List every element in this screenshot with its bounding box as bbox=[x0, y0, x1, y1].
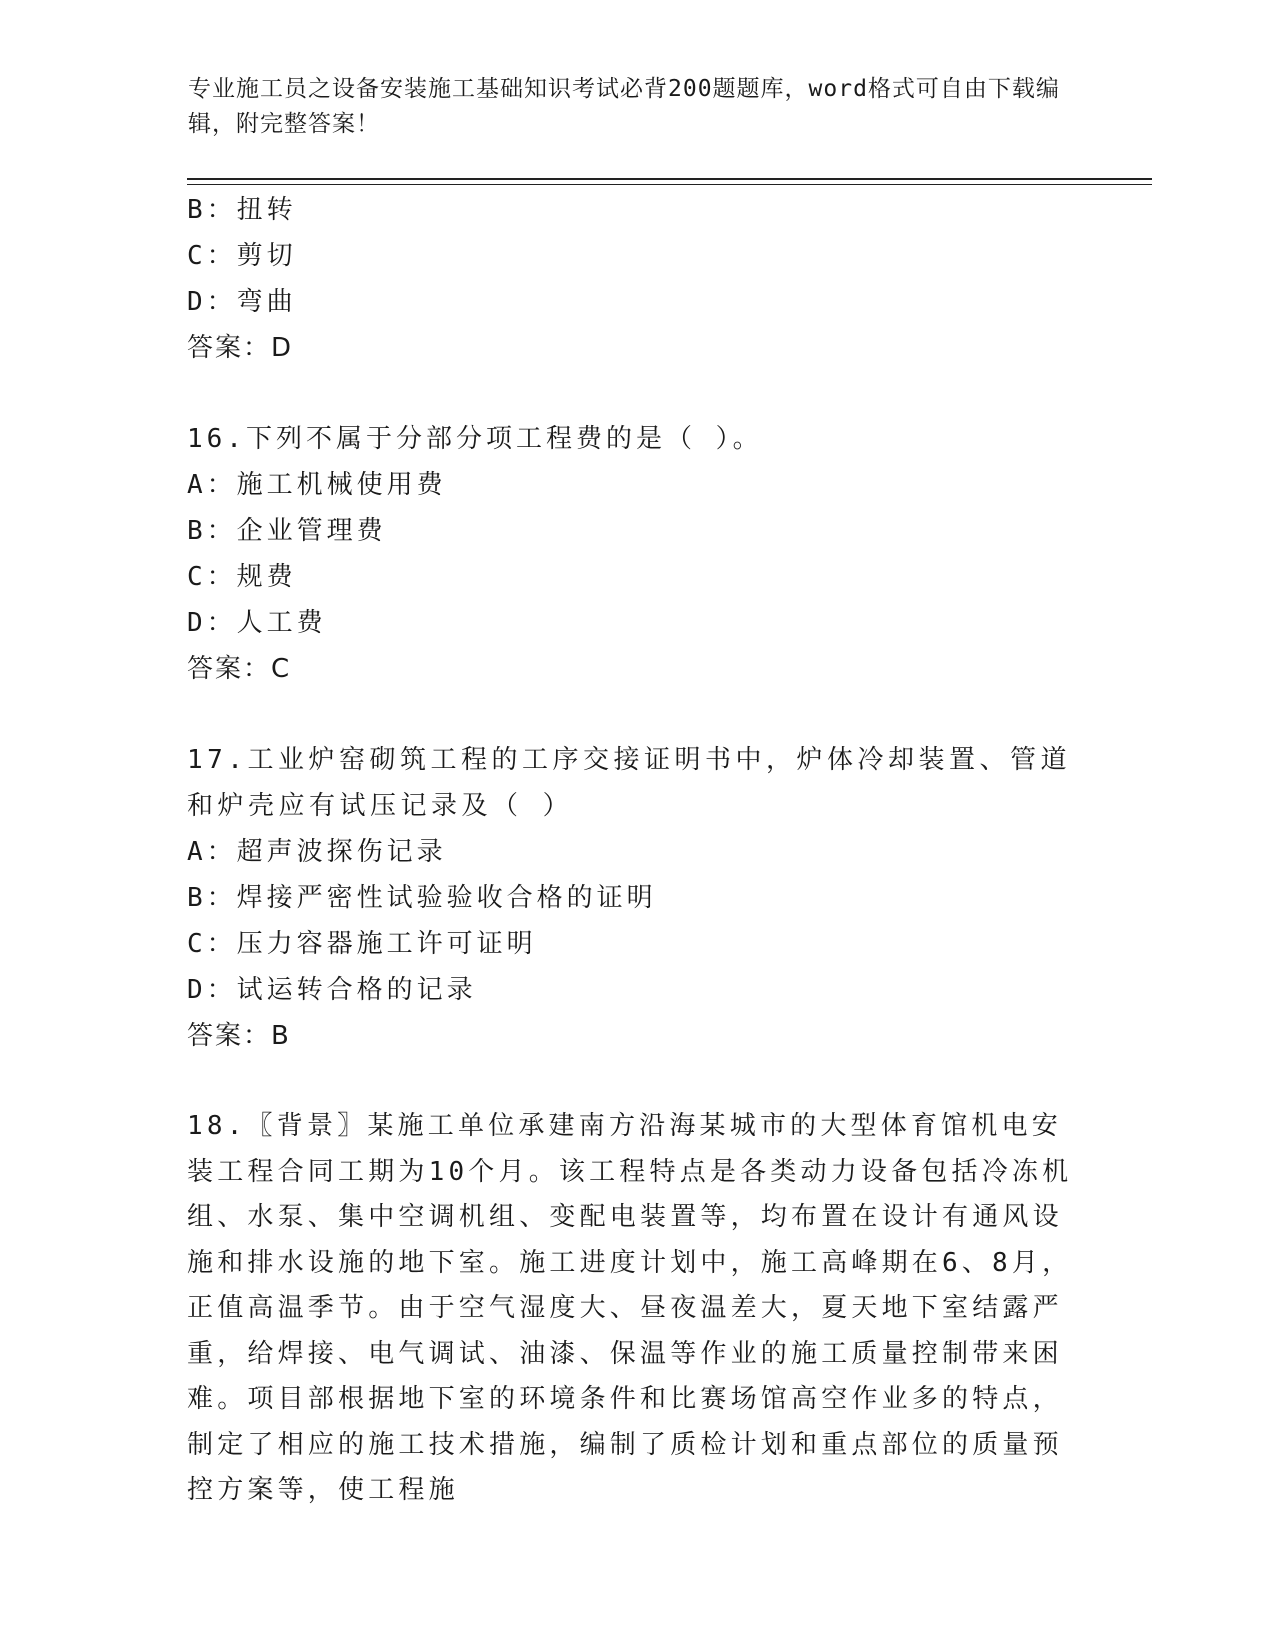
option-d: D：弯曲 bbox=[187, 287, 297, 317]
spacer bbox=[187, 692, 1077, 737]
spacer bbox=[187, 371, 1077, 416]
option-c: C：规费 bbox=[187, 562, 297, 592]
header-divider-thick bbox=[187, 178, 1152, 180]
answer: 答案：B bbox=[187, 1021, 291, 1051]
option-c: C：剪切 bbox=[187, 241, 297, 271]
option-c: C：压力容器施工许可证明 bbox=[187, 929, 537, 959]
answer: 答案：D bbox=[187, 333, 294, 363]
spacer bbox=[187, 1059, 1077, 1104]
option-b: B：焊接严密性试验验收合格的证明 bbox=[187, 883, 657, 913]
question-16: 16.下列不属于分部分项工程费的是（ ）。 bbox=[187, 424, 763, 454]
option-a: A：施工机械使用费 bbox=[187, 470, 447, 500]
option-b: B：企业管理费 bbox=[187, 516, 387, 546]
question-17: 17.工业炉窑砌筑工程的工序交接证明书中，炉体冷却装置、管道和炉壳应有试压记录及（ ） bbox=[187, 745, 1071, 821]
header-divider-thin bbox=[187, 184, 1152, 185]
option-b: B：扭转 bbox=[187, 195, 297, 225]
option-d: D：人工费 bbox=[187, 608, 327, 638]
question-18-background: 18.〖背景〗某施工单位承建南方沿海某城市的大型体育馆机电安装工程合同工期为10个月。该工程特点是各类动力设备包括冷冻机组、水泵、集中空调机组、变配电装置等，均布置在设计有通风设施和排水设施的地下室。施工进度计划中，施工高峰期在6、8月，正值高温季节。由于空气湿度大、昼夜温差大，夏天地下室结露严重，给焊接、电气调试、油漆、保温等作业的施工质量控制带来困难。项目部根据地下室的环境条件和比赛场馆高空作业多的特点，制定了相应的施工技术措施，编制了质检计划和重点部位的质量预控方案等，使工程施 bbox=[187, 1111, 1073, 1505]
option-a: A：超声波探伤记录 bbox=[187, 837, 447, 867]
answer: 答案：C bbox=[187, 654, 292, 684]
question-content bbox=[187, 187, 1077, 1514]
option-d: D：试运转合格的记录 bbox=[187, 975, 477, 1005]
document-header: 专业施工员之设备安装施工基础知识考试必背200题题库，word格式可自由下载编辑，附完整答案！ bbox=[188, 76, 1060, 137]
